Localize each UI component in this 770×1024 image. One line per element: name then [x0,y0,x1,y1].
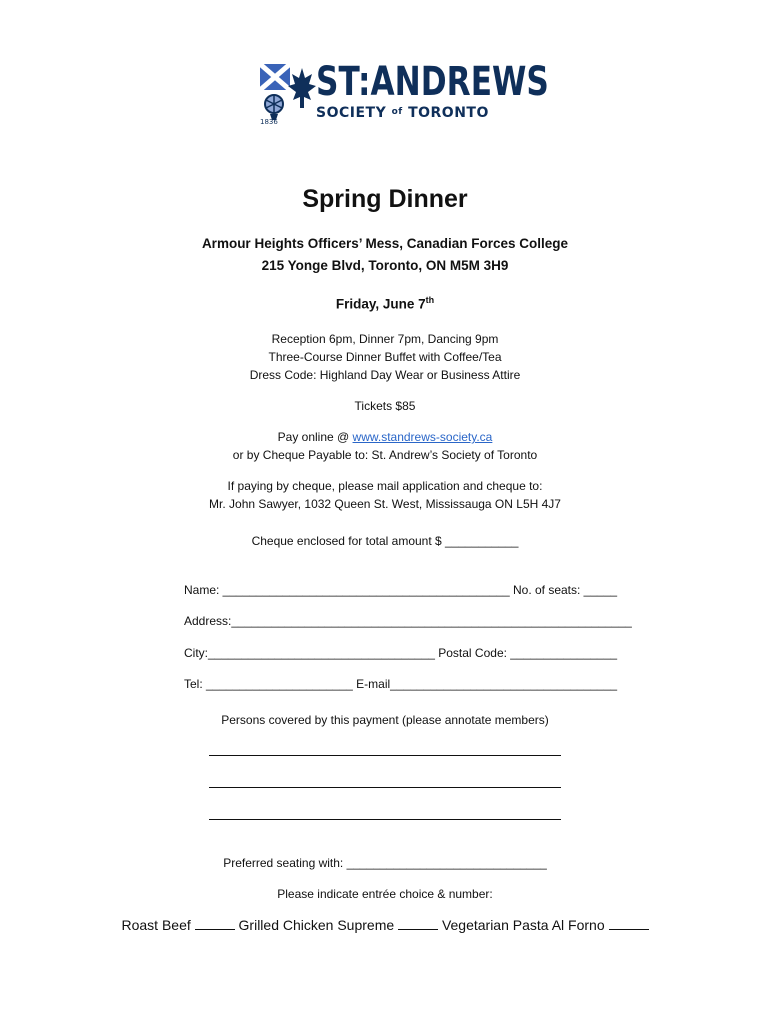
event-menu: Three-Course Dinner Buffet with Coffee/Tea [268,350,502,364]
event-date-suffix: th [425,295,435,305]
persons-line-3[interactable] [209,819,561,820]
entree-chicken-count[interactable] [398,917,438,930]
logo-subtitle [316,104,489,121]
persons-label: Persons covered by this payment (please annotate members) [221,713,549,727]
ticket-price: Tickets $85 [354,399,416,413]
name-seats-field[interactable]: Name: ___________________________________________ No. of seats: _____ [184,583,618,597]
entree-pasta-label: Vegetarian Pasta Al Forno [441,917,605,933]
event-date [0,290,770,315]
preferred-seating-field[interactable]: Preferred seating with: ______________________________ [223,856,547,870]
entree-choices [0,915,770,935]
event-address: 215 Yonge Blvd, Toronto, ON M5M 3H9 [261,258,509,273]
pay-online-prefix: Pay online @ [277,430,353,444]
dress-code: Dress Code: Highland Day Wear or Business Attire [249,368,521,382]
event-date-main: Friday, June 7 [335,296,426,312]
event-venue: Armour Heights Officers’ Mess, Canadian Forces College [201,236,569,251]
pay-online [0,428,770,446]
entree-chicken-label: Grilled Chicken Supreme [238,917,395,933]
tel-email-field[interactable]: Tel: ______________________ E-mail__________________________________ [184,677,618,691]
logo-year: 1836 [260,118,278,126]
persons-line-1[interactable] [209,755,561,756]
cheque-payable: or by Cheque Payable to: St. Andrew’s Society of Toronto [232,448,538,462]
logo-wordmark: ST:ANDREWS [316,59,549,105]
logo-subtitle-of: of [391,107,403,117]
persons-line-2[interactable] [209,787,561,788]
society-logo [258,59,549,126]
logo-subtitle-left: SOCIETY [316,105,387,121]
entree-pasta-count[interactable] [609,917,649,930]
society-website-link[interactable]: www.standrews-society.ca [352,430,493,444]
address-field[interactable]: Address:____________________________________________________________ [184,614,632,628]
entree-prompt: Please indicate entrée choice & number: [277,887,493,901]
mail-intro: If paying by cheque, please mail application and cheque to: [227,479,543,493]
logo-subtitle-right: TORONTO [408,105,489,121]
entree-roast-beef-count[interactable] [195,917,235,930]
event-schedule: Reception 6pm, Dinner 7pm, Dancing 9pm [271,332,499,346]
entree-roast-beef-label: Roast Beef [121,917,191,933]
event-title: Spring Dinner [302,185,468,213]
crest-icon [258,60,320,126]
cheque-amount-field[interactable]: Cheque enclosed for total amount $ ___________ [251,534,519,548]
mail-address: Mr. John Sawyer, 1032 Queen St. West, Mississauga ON L5H 4J7 [209,497,561,511]
city-postal-field[interactable]: City:__________________________________ Postal Code: ________________ [184,646,618,660]
